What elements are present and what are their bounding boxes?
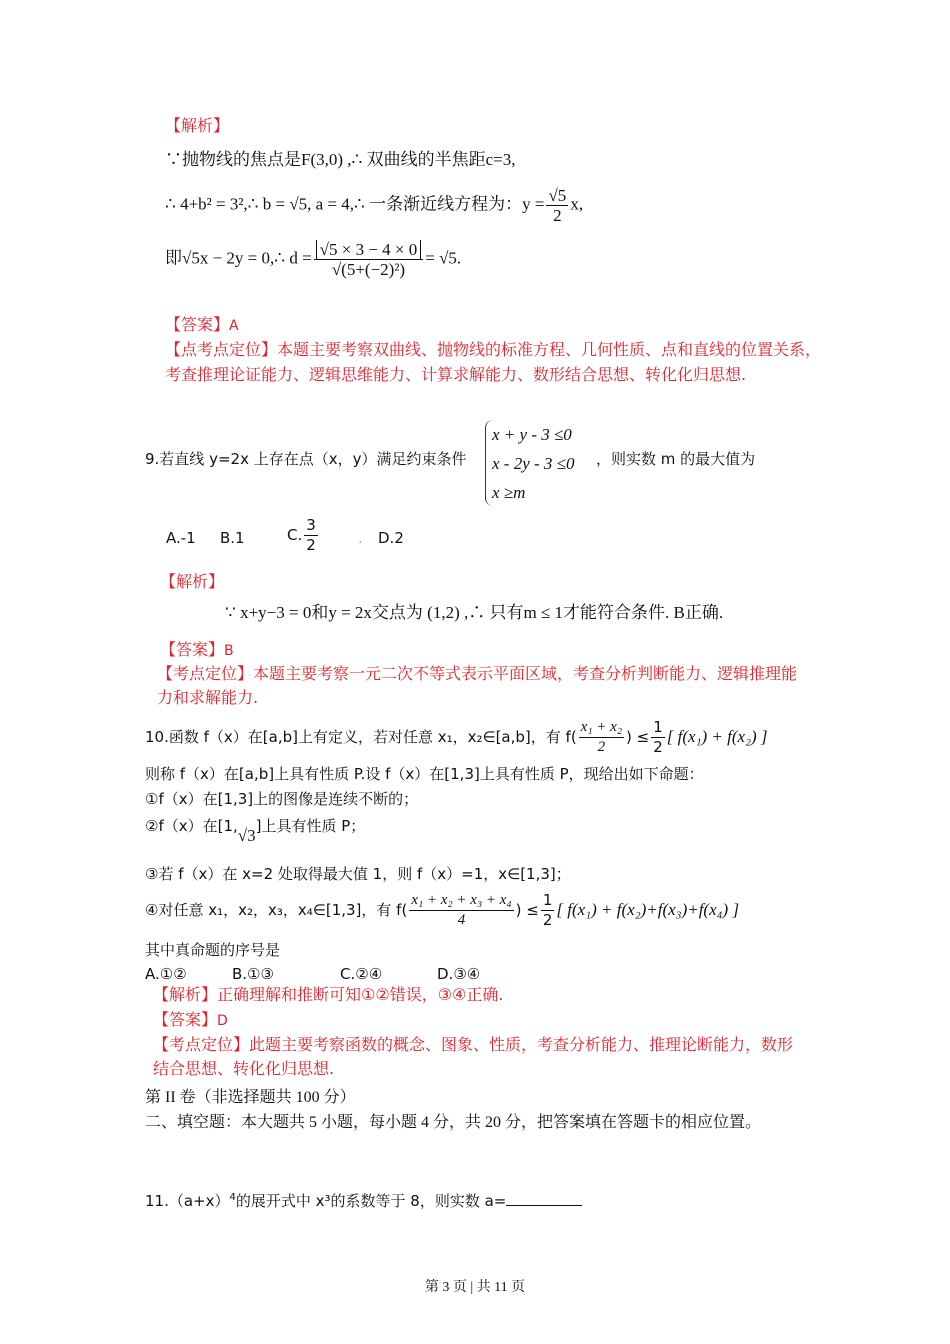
- q10-prop3: ③若 f（x）在 x=2 处取得最大值 1，则 f（x）=1，x∈[1,3]；: [145, 865, 571, 883]
- abs-value: √5 × 3 − 4 × 0: [316, 240, 422, 259]
- prop2-text: ②f（x）在[1,: [145, 817, 238, 835]
- numerator: 1: [542, 891, 553, 909]
- numerator: x₁ + x₂: [579, 718, 624, 738]
- q10-line2: 则称 f（x）在[a,b]上具有性质 P.设 f（x）在[1,3]上具有性质 P，现给出如下命题：: [145, 765, 704, 783]
- prop4-rhs: [ f(x₁) + f(x₂)+f(x₃)+f(x₄) ]: [556, 900, 740, 919]
- le-sign: ) ≤: [515, 901, 539, 919]
- q11-text-tail: 的展开式中 x³的系数等于 8，则实数 a=: [235, 1192, 507, 1210]
- numerator: √5: [548, 186, 567, 205]
- q8-analysis-label: 【解析】: [165, 116, 230, 135]
- q9-constraint-system: [485, 420, 575, 506]
- q10-option-d: D.③④: [437, 965, 481, 983]
- section2-instructions: 二、填空题：本大题共 5 小题，每小题 4 分，共 20 分，把答案填在答题卡的相应位置。: [145, 1114, 762, 1131]
- q10-prop2: [145, 816, 366, 845]
- q8-analysis-line3: [165, 240, 461, 279]
- q9-option-b: B.1: [220, 529, 245, 547]
- q10-prop4: [145, 891, 739, 930]
- q8-line3-tail: = √5.: [425, 248, 462, 268]
- q10-stem-rhs: [ f(x₁) + f(x₂) ]: [666, 727, 768, 746]
- q9-option-d: D.2: [378, 529, 404, 547]
- q8-point-line1: 【点考点定位】本题主要考察双曲线、抛物线的标准方程、几何性质、点和直线的位置关系，: [165, 340, 822, 359]
- q9-stem-tail: ，则实数 m 的最大值为: [596, 450, 756, 468]
- q8-line3-text: 即√5x − 2y = 0,∴ d =: [165, 248, 312, 268]
- denominator: 2: [306, 536, 316, 554]
- prop4-fraction: [409, 891, 513, 930]
- q9-option-c: [287, 516, 320, 555]
- denominator: 2: [542, 911, 553, 929]
- option-c-prefix: C.: [287, 526, 303, 544]
- half-fraction: [541, 891, 555, 930]
- q8-analysis-line2: [165, 186, 583, 225]
- numerator: 1: [653, 718, 663, 736]
- prop2-tail: ]上具有性质 P；: [255, 817, 366, 835]
- q10-analysis: 【解析】正确理解和推断可知①②错误，③④正确.: [153, 985, 504, 1004]
- denominator: 2: [553, 206, 562, 225]
- q10-point-line2: 结合思想、转化化归思想.: [153, 1059, 335, 1078]
- q10-option-b: B.①③: [232, 965, 274, 983]
- answer-label: 【答案】: [160, 640, 225, 659]
- q9-point-line1: 【考点定位】本题主要考察一元二次不等式表示平面区域，考查分析判断能力、逻辑推理能: [157, 664, 798, 683]
- q9-answer: [160, 640, 234, 661]
- q8-line2-fraction: [546, 186, 568, 225]
- q10-answer: [153, 1010, 228, 1031]
- le-sign: ) ≤: [626, 728, 650, 746]
- q9-analysis: ∵ x+y−3 = 0和y = 2x交点为 (1,2) ,∴ 只有m ≤ 1才能符合条件. B正确.: [225, 603, 724, 622]
- numerator: x₁ + x₂ + x₃ + x₄: [409, 891, 513, 911]
- q10-question: 其中真命题的序号是: [145, 941, 281, 959]
- answer-value: A: [229, 318, 239, 334]
- q9-analysis-label: 【解析】: [160, 572, 225, 591]
- q9-stem: 9.若直线 y=2x 上存在点（x，y）满足约束条件: [145, 450, 467, 468]
- q9-option-a: A.-1: [166, 529, 196, 547]
- constraint: x - 2y - 3 ≤0: [492, 454, 575, 473]
- denominator: 2: [597, 739, 606, 755]
- q11-text: 11.（a+x）: [145, 1192, 230, 1210]
- option-c-fraction: [304, 516, 318, 555]
- constraint: x ≥m: [492, 483, 526, 502]
- q10-mid-fraction: [579, 718, 624, 757]
- q8-analysis-line1: ∵抛物线的焦点是F(3,0) ,∴ 双曲线的半焦距c=3,: [165, 150, 516, 169]
- constraint: x + y - 3 ≤0: [492, 425, 572, 444]
- numerator: [314, 240, 424, 260]
- denominator: 2: [653, 738, 663, 756]
- half-fraction: [651, 718, 665, 757]
- q11-stem: [145, 1188, 582, 1211]
- q10-stem: [145, 718, 768, 757]
- exponent: 4: [229, 1192, 236, 1203]
- section2-title: 第 II 卷（非选择题共 100 分）: [145, 1089, 356, 1106]
- answer-value: D: [217, 1013, 228, 1029]
- denominator: √(5+(−2)²): [331, 260, 406, 279]
- denominator: 4: [457, 912, 466, 928]
- q10-prop1: ①f（x）在[1,3]上的图像是连续不断的；: [145, 790, 419, 808]
- sqrt3: √3: [237, 826, 256, 845]
- q8-point-line2: 考查推理论证能力、逻辑思维能力、计算求解能力、数形结合思想、转化化归思想.: [165, 365, 747, 384]
- answer-label: 【答案】: [165, 315, 230, 334]
- numerator: 3: [306, 516, 316, 534]
- answer-value: B: [224, 643, 234, 659]
- q9-point-line2: 力和求解能力.: [157, 688, 259, 707]
- q8-line2-text: ∴ 4+b² = 3²,∴ b = √5, a = 4,∴ 一条渐近线方程为：y =: [165, 194, 545, 214]
- q8-line3-fraction: [314, 240, 424, 279]
- prop4-text: ④对任意 x₁，x₂，x₃，x₄∈[1,3]，有 f(: [145, 901, 408, 919]
- q10-option-c: C.②④: [340, 965, 383, 983]
- q10-point-line1: 【考点定位】此题主要考察函数的概念、图象、性质，考查分析能力、推理论断能力，数形: [153, 1035, 794, 1054]
- q10-stem-text: 10.函数 f（x）在[a,b]上有定义，若对任意 x₁，x₂∈[a,b]，有 f(: [145, 728, 577, 746]
- answer-blank: [506, 1205, 582, 1206]
- page-footer: 第 3 页 | 共 11 页: [424, 1280, 526, 1295]
- stray-dot: .: [358, 529, 363, 547]
- q8-line2-tail: x,: [570, 194, 584, 214]
- answer-label: 【答案】: [153, 1010, 218, 1029]
- q8-answer: [165, 315, 239, 336]
- q10-option-a: A.①②: [145, 965, 187, 983]
